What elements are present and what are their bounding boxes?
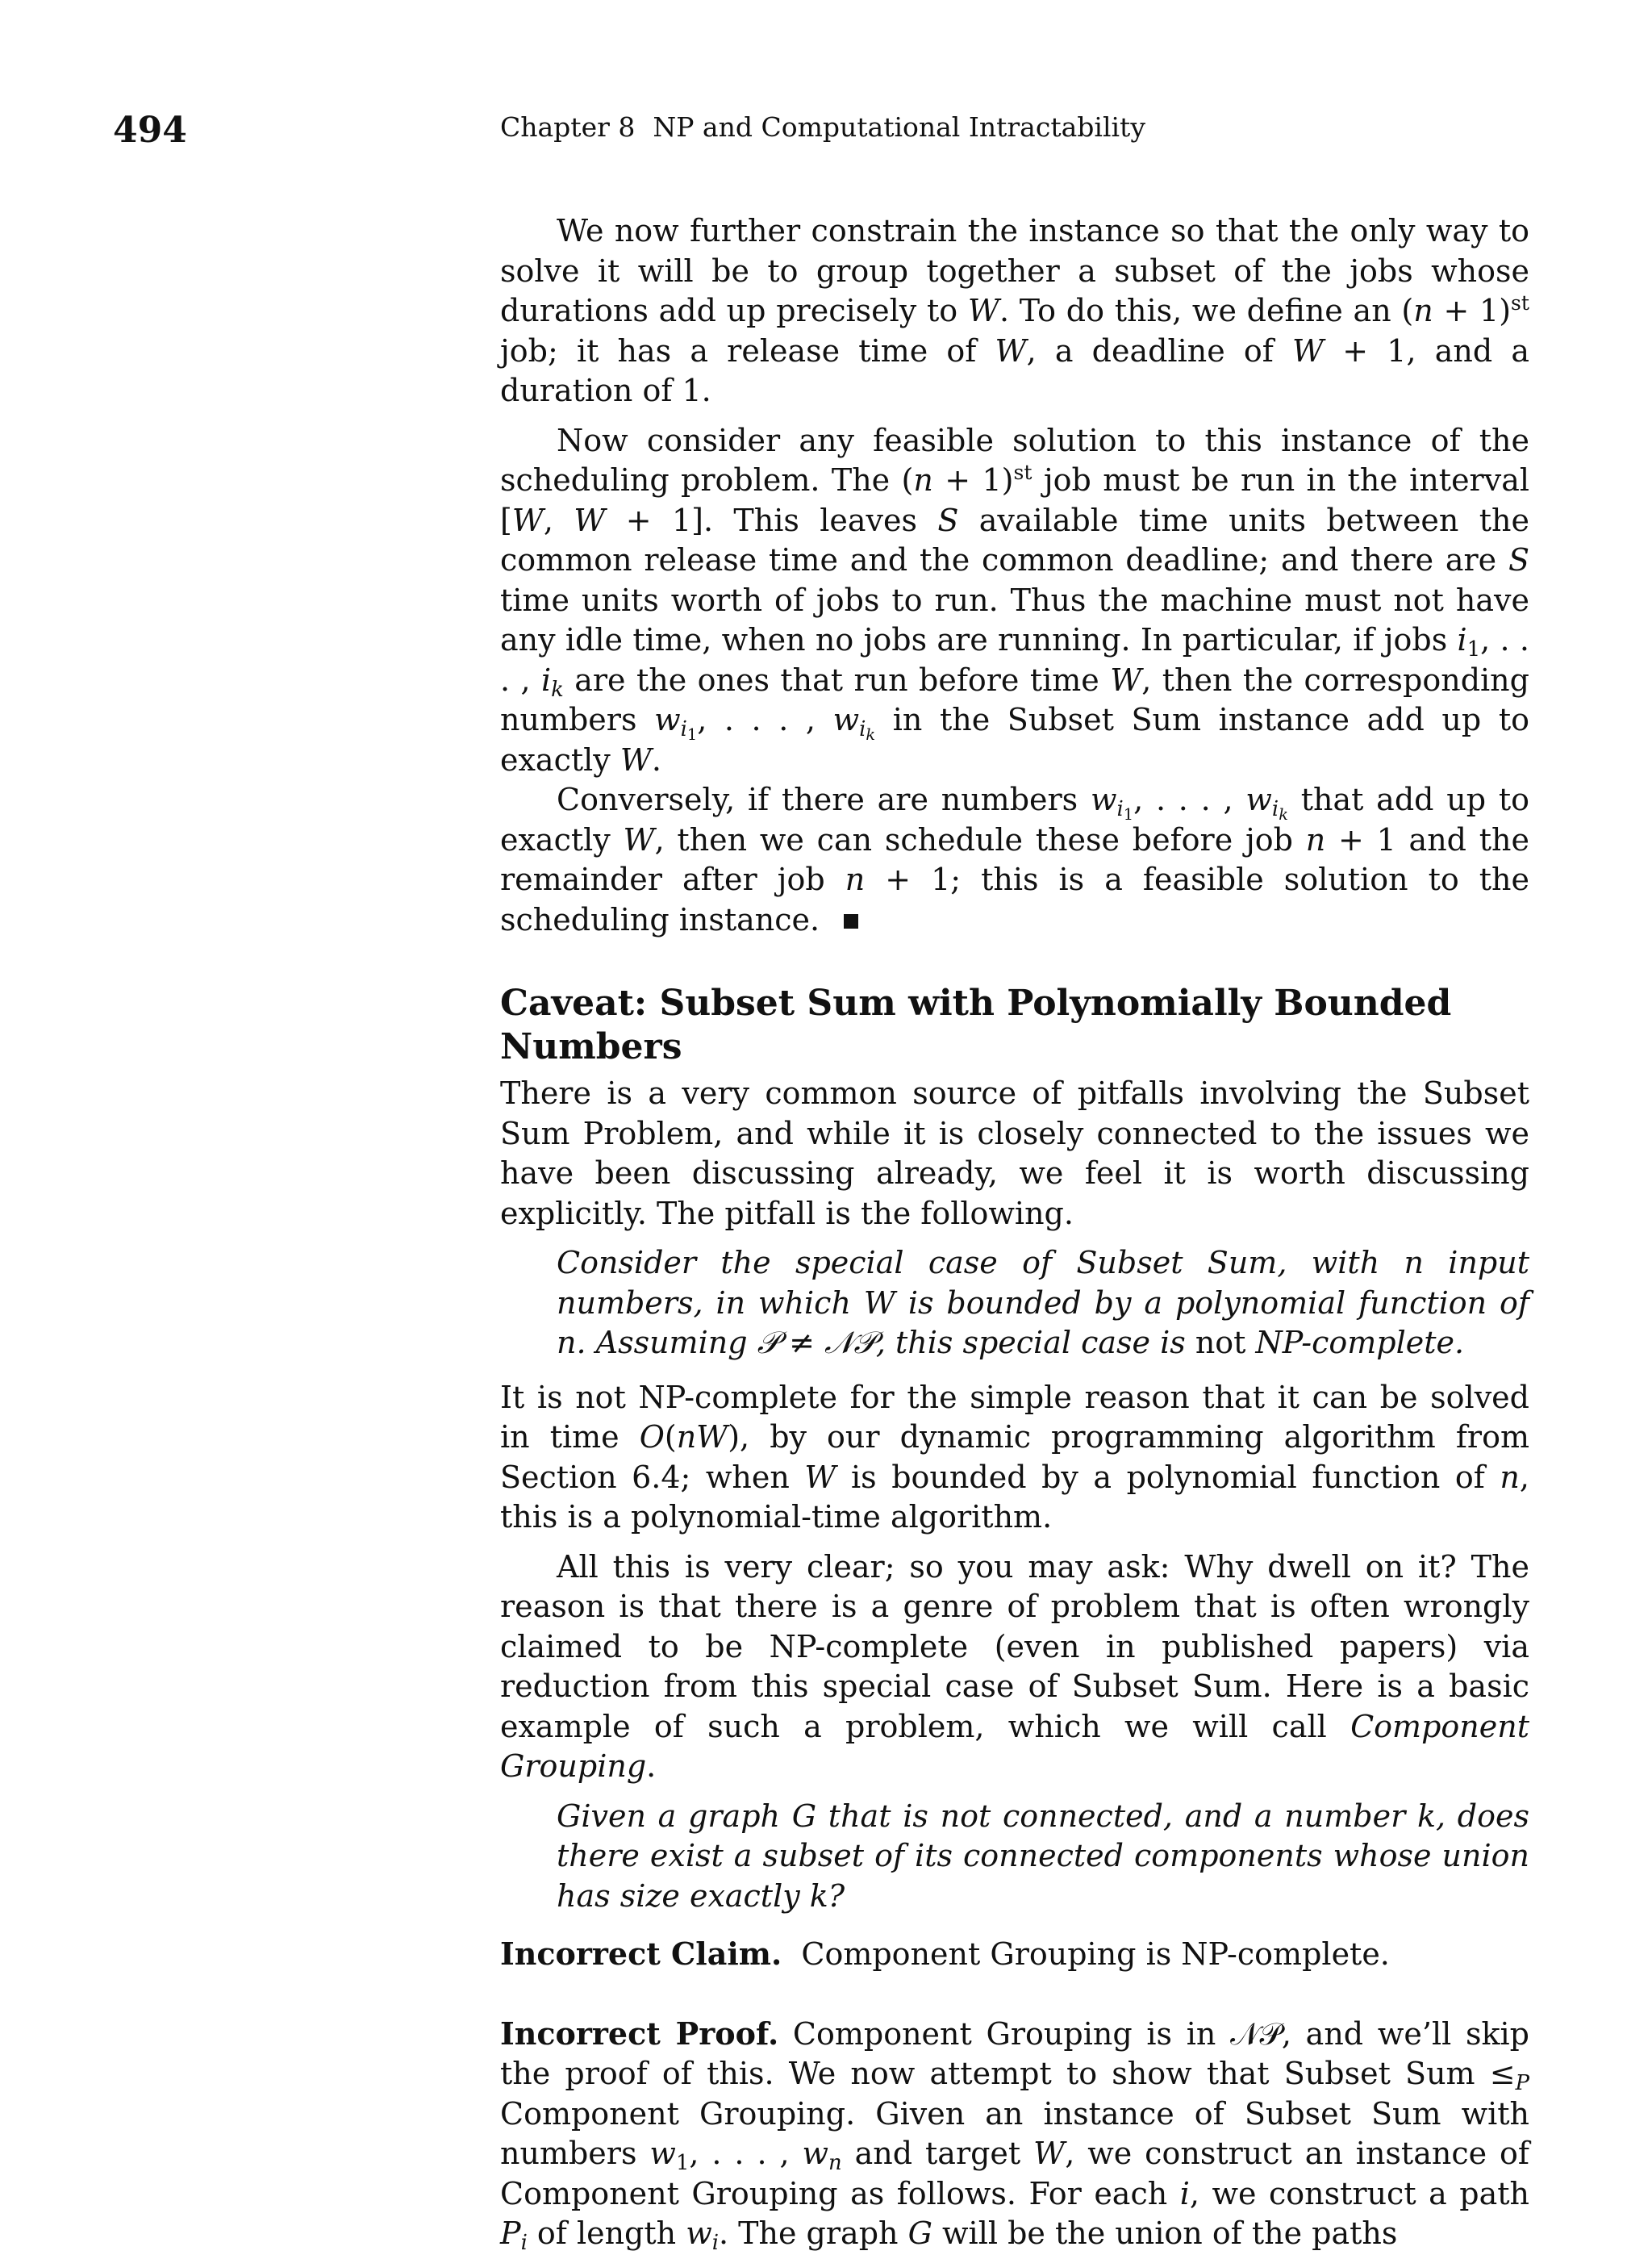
statement-special-case: Consider the special case of Subset Sum, with n input numbers, in which W is bounded by a polynomial function of n. Assuming 𝒫 ≠ 𝒩𝒫, this special case is not NP-complete.: [557, 1245, 1529, 1360]
running-head: [500, 111, 1145, 143]
claim-label: Incorrect Claim.: [500, 1936, 782, 1972]
paragraph-4: There is a very common source of pitfalls involving the Subset Sum Problem, and while it is closely connected to the issues we have been discussing already, we feel it is worth discussing explicitly. The pitfall is the following.: [500, 1075, 1529, 1231]
statement-component-grouping: Given a graph G that is not connected, and a number k, does there exist a subset of its connected components whose union has size exactly k?: [557, 1798, 1529, 1914]
section-heading: Caveat: Subset Sum with Polynomially Bounded Numbers: [500, 983, 1452, 1067]
paragraph-2: Now consider any feasible solution to this instance of the scheduling problem. The $(n + 1)^{st}$ job must be run in the interval [W, W + 1]. This leaves S available time units between the common release time and the common deadline; and there are S time units worth of jobs to run. Thus the machine must not have any idle time, when no jobs are running. In particular, if jobs $i_1$, . . . , $i_k$ are the ones that run before time W, then the corresponding numbers $w_{i1}$, . . . , $w_{ik}$ in the Subset Sum instance add up to exactly W.: [500, 422, 1529, 778]
page-body: [500, 211, 1529, 2254]
chapter-label: Chapter 8: [500, 111, 636, 143]
incorrect-claim: Incorrect Claim. Component Grouping is NP-complete.: [500, 1936, 1390, 1972]
paragraph-6: All this is very clear; so you may ask: Why dwell on it? The reason is that there is a genre of problem that is often wrongly claimed to be NP-complete (even in published papers) via reduction from this special case of Subset Sum. Here is a basic example of such a problem, which we will call Component Grouping.: [500, 1548, 1529, 1784]
qed-square-icon: [844, 914, 858, 929]
paragraph-3: Conversely, if there are numbers $w_{i1}$, . . . , $w_{ik}$ that add up to exactly W, then we can schedule these before job n + 1 and the remainder after job n + 1; this is a feasible solution to the scheduling instance.: [500, 782, 1529, 937]
page-number: 494: [113, 110, 187, 151]
paragraph-5: It is not NP-complete for the simple reason that it can be solved in time O(nW), by our dynamic programming algorithm from Section 6.4; when W is bounded by a polynomial function of n, this is a polynomial-time algorithm.: [500, 1379, 1529, 1535]
chapter-title: NP and Computational Intractability: [653, 111, 1145, 143]
proof-label: Incorrect Proof.: [500, 2015, 779, 2052]
incorrect-proof: Incorrect Proof. Component Grouping is in 𝒩𝒫, and we’ll skip the proof of this. We now attempt to show that Subset Sum $\le_P$ Component Grouping. Given an instance of Subset Sum with numbers $w_1$, . . . , $w_n$ and target W, we construct an instance of Component Grouping as follows. For each i, we construct a path $P_i$ of length $w_i$. The graph G will be the union of the paths: [500, 2015, 1530, 2255]
paragraph-1: We now further constrain the instance so that the only way to solve it will be to group together a subset of the jobs whose durations add up precisely to W. To do this, we define an $(n + 1)^{st}$ job; it has a release time of W, a deadline of W + 1, and a duration of 1.: [500, 213, 1529, 408]
